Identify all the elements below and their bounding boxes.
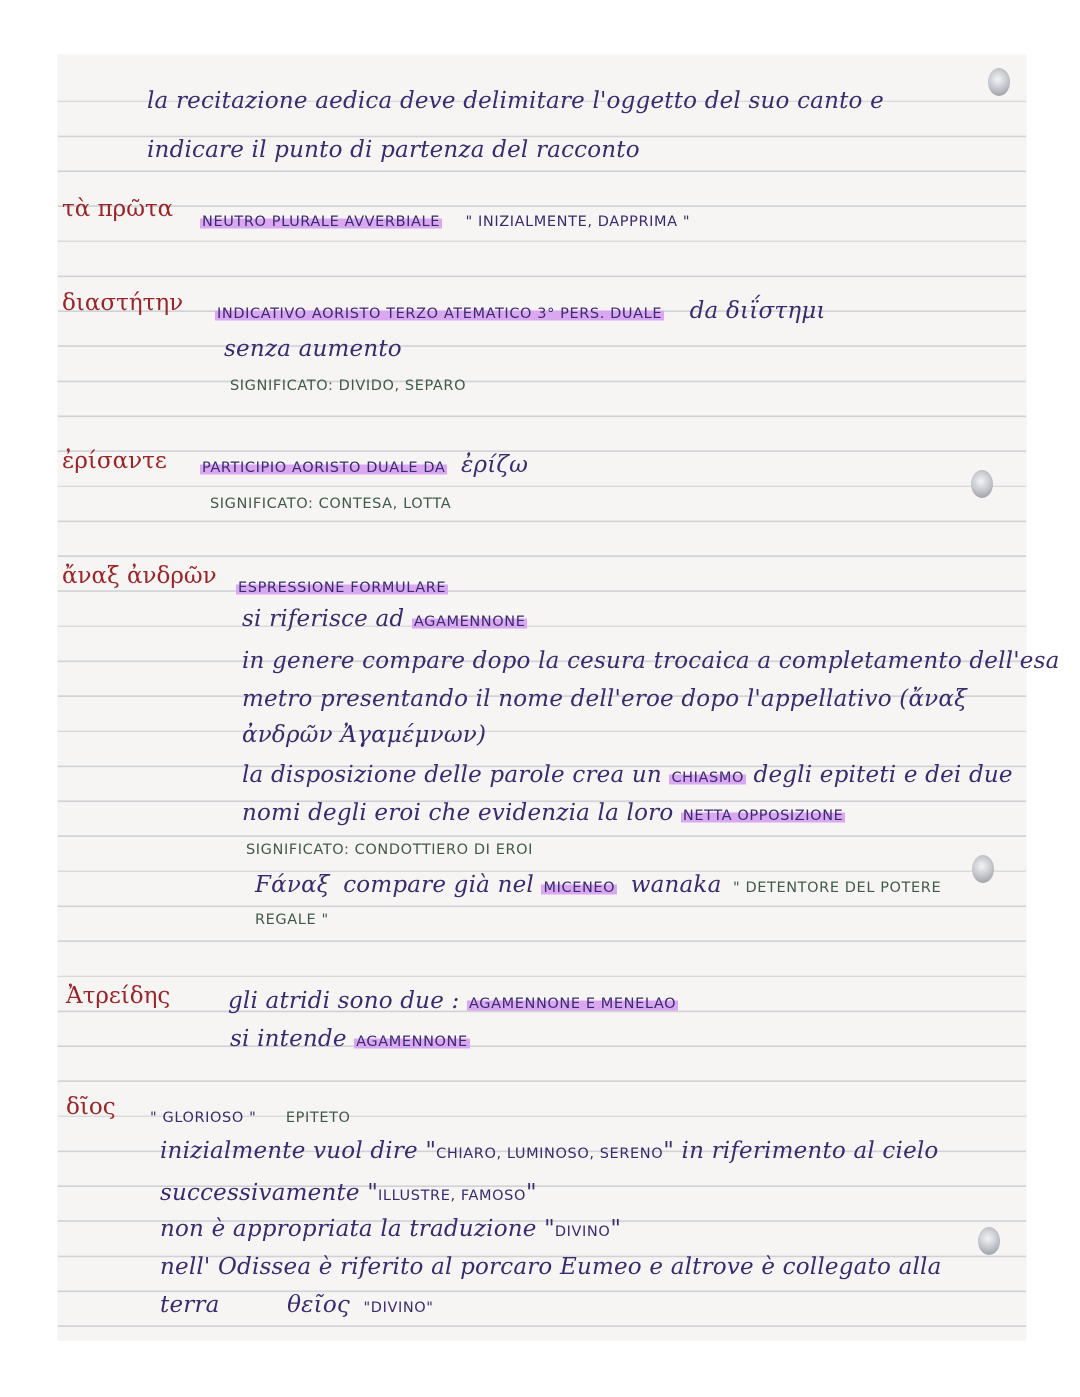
binder-hole <box>972 855 994 883</box>
translation: " GLORIOSO " <box>150 1110 257 1126</box>
note-line <box>228 988 678 1014</box>
intro-line: indicare il punto di partenza del racconto <box>147 137 640 163</box>
note-line: senza aumento <box>224 336 402 362</box>
meaning-caps: ILLUSTRE, FAMOSO <box>378 1188 526 1204</box>
note-text: successivamente " <box>160 1180 379 1206</box>
note-line <box>242 606 527 632</box>
gloss-line <box>200 452 528 478</box>
note-text: " <box>610 1216 622 1242</box>
note-text: si intende <box>230 1026 347 1052</box>
note-line <box>242 686 967 712</box>
gloss-line <box>200 206 690 232</box>
binder-hole <box>988 68 1010 96</box>
note-line: in genere compare dopo la cesura trocaica a completamento dell'esa <box>242 648 1060 674</box>
meaning-line: SIGNIFICATO: DIVIDO, SEPARO <box>230 378 467 394</box>
note-line <box>242 800 845 826</box>
translation: " DETENTORE DEL POTERE <box>733 880 942 896</box>
note-line <box>160 1292 434 1318</box>
term-anax-andron: ἄναξ ἀνδρῶν <box>62 563 217 589</box>
note-line <box>160 1138 938 1164</box>
note-text: non è appropriata la traduzione " <box>160 1216 555 1242</box>
term-ta-prota: τὰ πρῶτα <box>62 196 174 222</box>
grammar-label: INDICATIVO AORISTO TERZO ATEMATICO 3° PERS. DUALE <box>217 306 663 322</box>
meaning-line: SIGNIFICATO: CONDOTTIERO DI EROI <box>246 842 534 858</box>
note-text: gli atridi sono due : <box>228 988 460 1014</box>
term-erisante: ἐρίσαντε <box>62 448 167 474</box>
note-text: " in riferimento al cielo <box>663 1138 939 1164</box>
note-text: nomi degli eroi che evidenzia la loro <box>242 800 674 826</box>
translation-cont: REGALE " <box>255 912 329 928</box>
term-atreides: Ἀτρείδης <box>66 983 171 1009</box>
note-text: degli epiteti e dei due <box>753 762 1013 788</box>
note-line: nell' Odissea è riferito al porcaro Eumeo e altrove è collegato alla <box>160 1254 942 1280</box>
note-line <box>160 1180 537 1206</box>
note-text: inizialmente vuol dire " <box>160 1138 437 1164</box>
note-text: metro presentando il nome dell'eroe dopo l'appellativo ( <box>242 686 909 712</box>
meaning-caps: "DIVINO" <box>363 1300 434 1316</box>
greek-word: Ϝάναξ <box>255 872 330 898</box>
note-text: wanaka <box>630 872 722 898</box>
meaning-caps: DIVINO <box>554 1224 611 1240</box>
note-line <box>230 1026 470 1052</box>
intro-line: la recitazione aedica deve delimitare l'oggetto del suo canto e <box>147 88 884 114</box>
note-text: compare già nel <box>343 872 534 898</box>
greek-word: θεῖος <box>287 1292 351 1318</box>
note-line <box>242 762 1013 788</box>
opposition-highlight: NETTA OPPOSIZIONE <box>682 808 844 824</box>
chiasmo-highlight: CHIASMO <box>671 770 744 786</box>
term-dios: δῖος <box>66 1094 116 1120</box>
note-text: " <box>525 1180 537 1206</box>
note-text: terra <box>160 1292 220 1318</box>
greek-word: διΐστημι <box>725 298 826 324</box>
miceneo-highlight: MICENEO <box>543 880 616 896</box>
meaning-line: SIGNIFICATO: CONTESA, LOTTA <box>210 496 452 512</box>
epiteto-label: EPITETO <box>285 1110 351 1126</box>
gloss-line <box>150 1102 351 1128</box>
note-text: la disposizione delle parole crea un <box>242 762 662 788</box>
binder-hole <box>978 1227 1000 1255</box>
note-line <box>255 872 941 898</box>
gloss-line <box>236 572 448 598</box>
greek-line: ἀνδρῶν Ἀγαμέμνων) <box>242 722 487 748</box>
term-diastetin: διαστήτην <box>62 290 184 316</box>
name-highlight: AGAMENNONE <box>356 1034 468 1050</box>
grammar-label: NEUTRO PLURALE AVVERBIALE <box>202 214 440 230</box>
note-line <box>160 1216 621 1242</box>
from-label: da <box>689 298 719 324</box>
note-text: si riferisce ad <box>242 606 405 632</box>
greek-word: ἄναξ <box>908 686 967 712</box>
translation: " INIZIALMENTE, DAPPRIMA " <box>465 214 691 230</box>
names-highlight: AGAMENNONE E MENELAO <box>469 996 677 1012</box>
meaning-caps: CHIARO, LUMINOSO, SERENO <box>436 1146 664 1162</box>
gloss-line <box>215 298 826 324</box>
binder-hole <box>971 470 993 498</box>
name-highlight: AGAMENNONE <box>413 614 526 630</box>
grammar-label: PARTICIPIO AORISTO DUALE DA <box>202 460 446 476</box>
greek-word: ἐρίζω <box>460 452 529 478</box>
grammar-label: ESPRESSIONE FORMULARE <box>238 580 447 596</box>
